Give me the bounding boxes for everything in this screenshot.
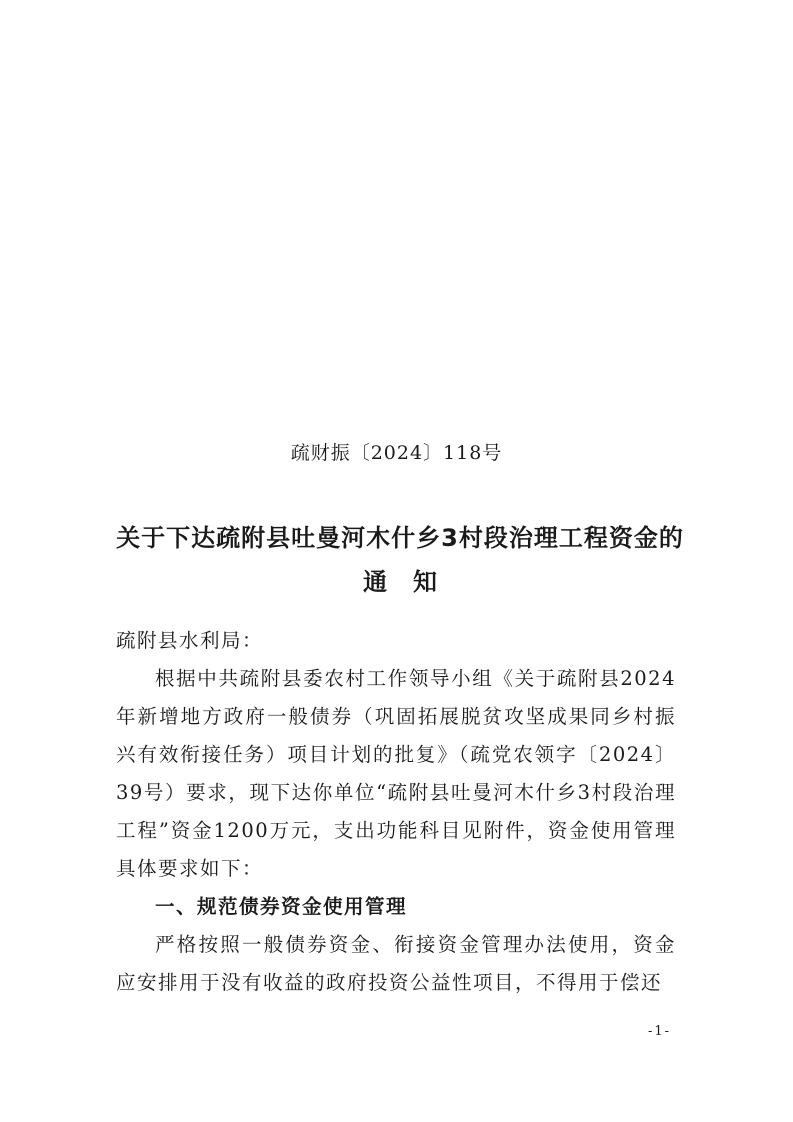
document-body — [116, 622, 676, 1002]
title-line-1: 关于下达疏附县吐曼河木什乡3村段治理工程资金的 — [116, 524, 684, 552]
section-heading-1: 一、规范债券资金使用管理 — [155, 895, 408, 918]
paragraph-1: 根据中共疏附县委农村工作领导小组《关于疏附县2024年新增地方政府一般债券（巩固拓展脱贫攻坚成果同乡村振兴有效衔接任务）项目计划的批复》（疏党农领字〔2024〕39号）要求，现下达你单位“疏附县吐曼河木什乡3村段治理工程”资金1200万元，支出功能科目见附件，资金使用管理具体要求如下： — [116, 667, 676, 880]
page-number: -1- — [648, 1024, 672, 1039]
title-line-2: 通知 — [363, 568, 463, 596]
paragraph-2: 严格按照一般债券资金、衔接资金管理办法使用，资金应安排用于没有收益的政府投资公益性项目，不得用于偿还 — [116, 933, 676, 994]
document-number: 疏财振〔2024〕118号 — [290, 442, 503, 464]
document-title — [100, 516, 700, 604]
salutation: 疏附县水利局： — [116, 629, 264, 652]
